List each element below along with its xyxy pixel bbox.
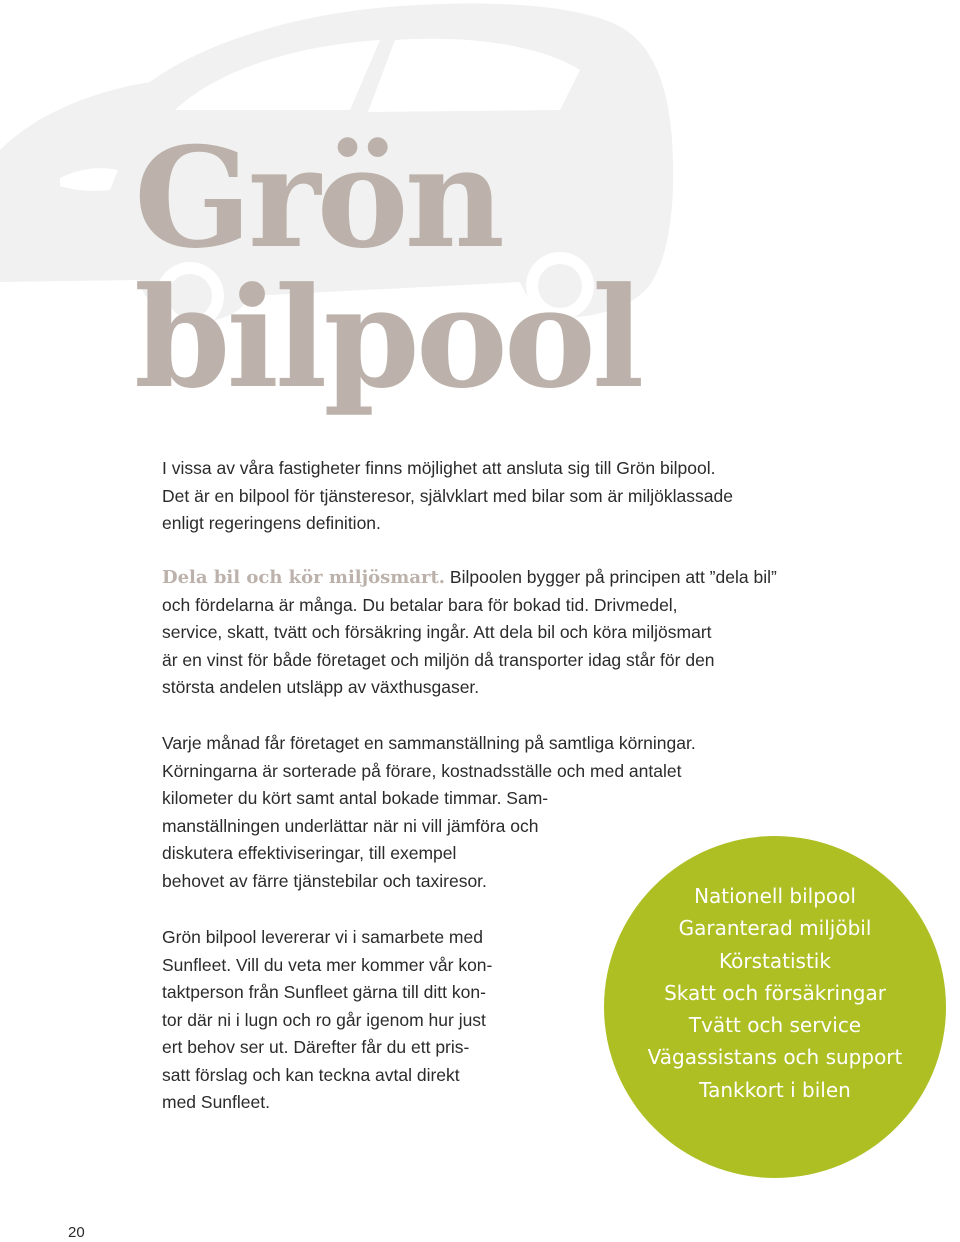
share-car-line: service, skatt, tvätt och försäkring ingår. Att dela bil och köra miljösmart — [162, 622, 712, 642]
feature-item: Garanterad miljöbil — [678, 916, 872, 941]
page-title — [134, 116, 641, 419]
report-line: manställningen underlättar när ni vill jämföra och — [162, 815, 539, 836]
features-list — [604, 880, 946, 1106]
contact-line: Sunfleet. Vill du veta mer kommer vår kon- — [162, 954, 493, 975]
contact-line: med Sunfleet. — [162, 1092, 270, 1112]
intro-line: I vissa av våra fastigheter finns möjlighet att ansluta sig till Grön bilpool. — [162, 458, 716, 478]
title-line-2: bilpool — [134, 256, 641, 419]
page-number: 20 — [68, 1224, 85, 1241]
report-line: Körningarna är sorterade på förare, kostnadsställe och med antalet — [162, 760, 682, 781]
features-circle — [604, 836, 946, 1178]
intro-paragraph — [162, 455, 882, 538]
share-car-line-rest: Bilpoolen bygger på principen att ”dela bil” — [445, 567, 777, 587]
share-car-line: är en vinst för både företaget och miljön då transporter idag står för den — [162, 649, 715, 670]
report-line: behovet av färre tjänstebilar och taxiresor. — [162, 870, 487, 891]
intro-line: Det är en bilpool för tjänsteresor, självklart med bilar som är miljöklassade — [162, 485, 733, 506]
title-line-1: Grön — [134, 116, 501, 279]
contact-line: tor där ni i lugn och ro går igenom hur just — [162, 1009, 486, 1030]
feature-item: Nationell bilpool — [694, 884, 856, 908]
feature-item: Skatt och försäkringar — [664, 980, 886, 1005]
feature-item: Tvätt och service — [688, 1013, 862, 1038]
share-car-paragraph — [162, 564, 882, 702]
lead-heading: Dela bil och kör miljösmart. — [162, 567, 446, 588]
feature-item: Tankkort i bilen — [699, 1077, 851, 1102]
feature-item: Vägassistans och support — [647, 1045, 903, 1070]
intro-line: enligt regeringens definition. — [162, 513, 381, 533]
contact-line: taktperson från Sunfleet gärna till ditt kon- — [162, 982, 486, 1002]
share-car-line — [162, 564, 882, 592]
share-car-line: största andelen utsläpp av växthusgaser. — [162, 677, 480, 697]
contact-line: ert behov ser ut. Därefter får du ett pris- — [162, 1037, 470, 1057]
report-line: Varje månad får företaget en sammanställning på samtliga körningar. — [162, 733, 696, 753]
share-car-line: och fördelarna är många. Du betalar bara för bokad tid. Drivmedel, — [162, 594, 678, 615]
feature-item: Körstatistik — [719, 948, 831, 973]
report-line: kilometer du kört samt antal bokade timmar. Sam- — [162, 788, 549, 808]
contact-line: satt förslag och kan teckna avtal direkt — [162, 1064, 460, 1085]
report-line: diskutera effektiviseringar, till exempel — [162, 843, 457, 863]
contact-paragraph — [162, 924, 564, 1117]
contact-line: Grön bilpool levererar vi i samarbete med — [162, 927, 483, 947]
